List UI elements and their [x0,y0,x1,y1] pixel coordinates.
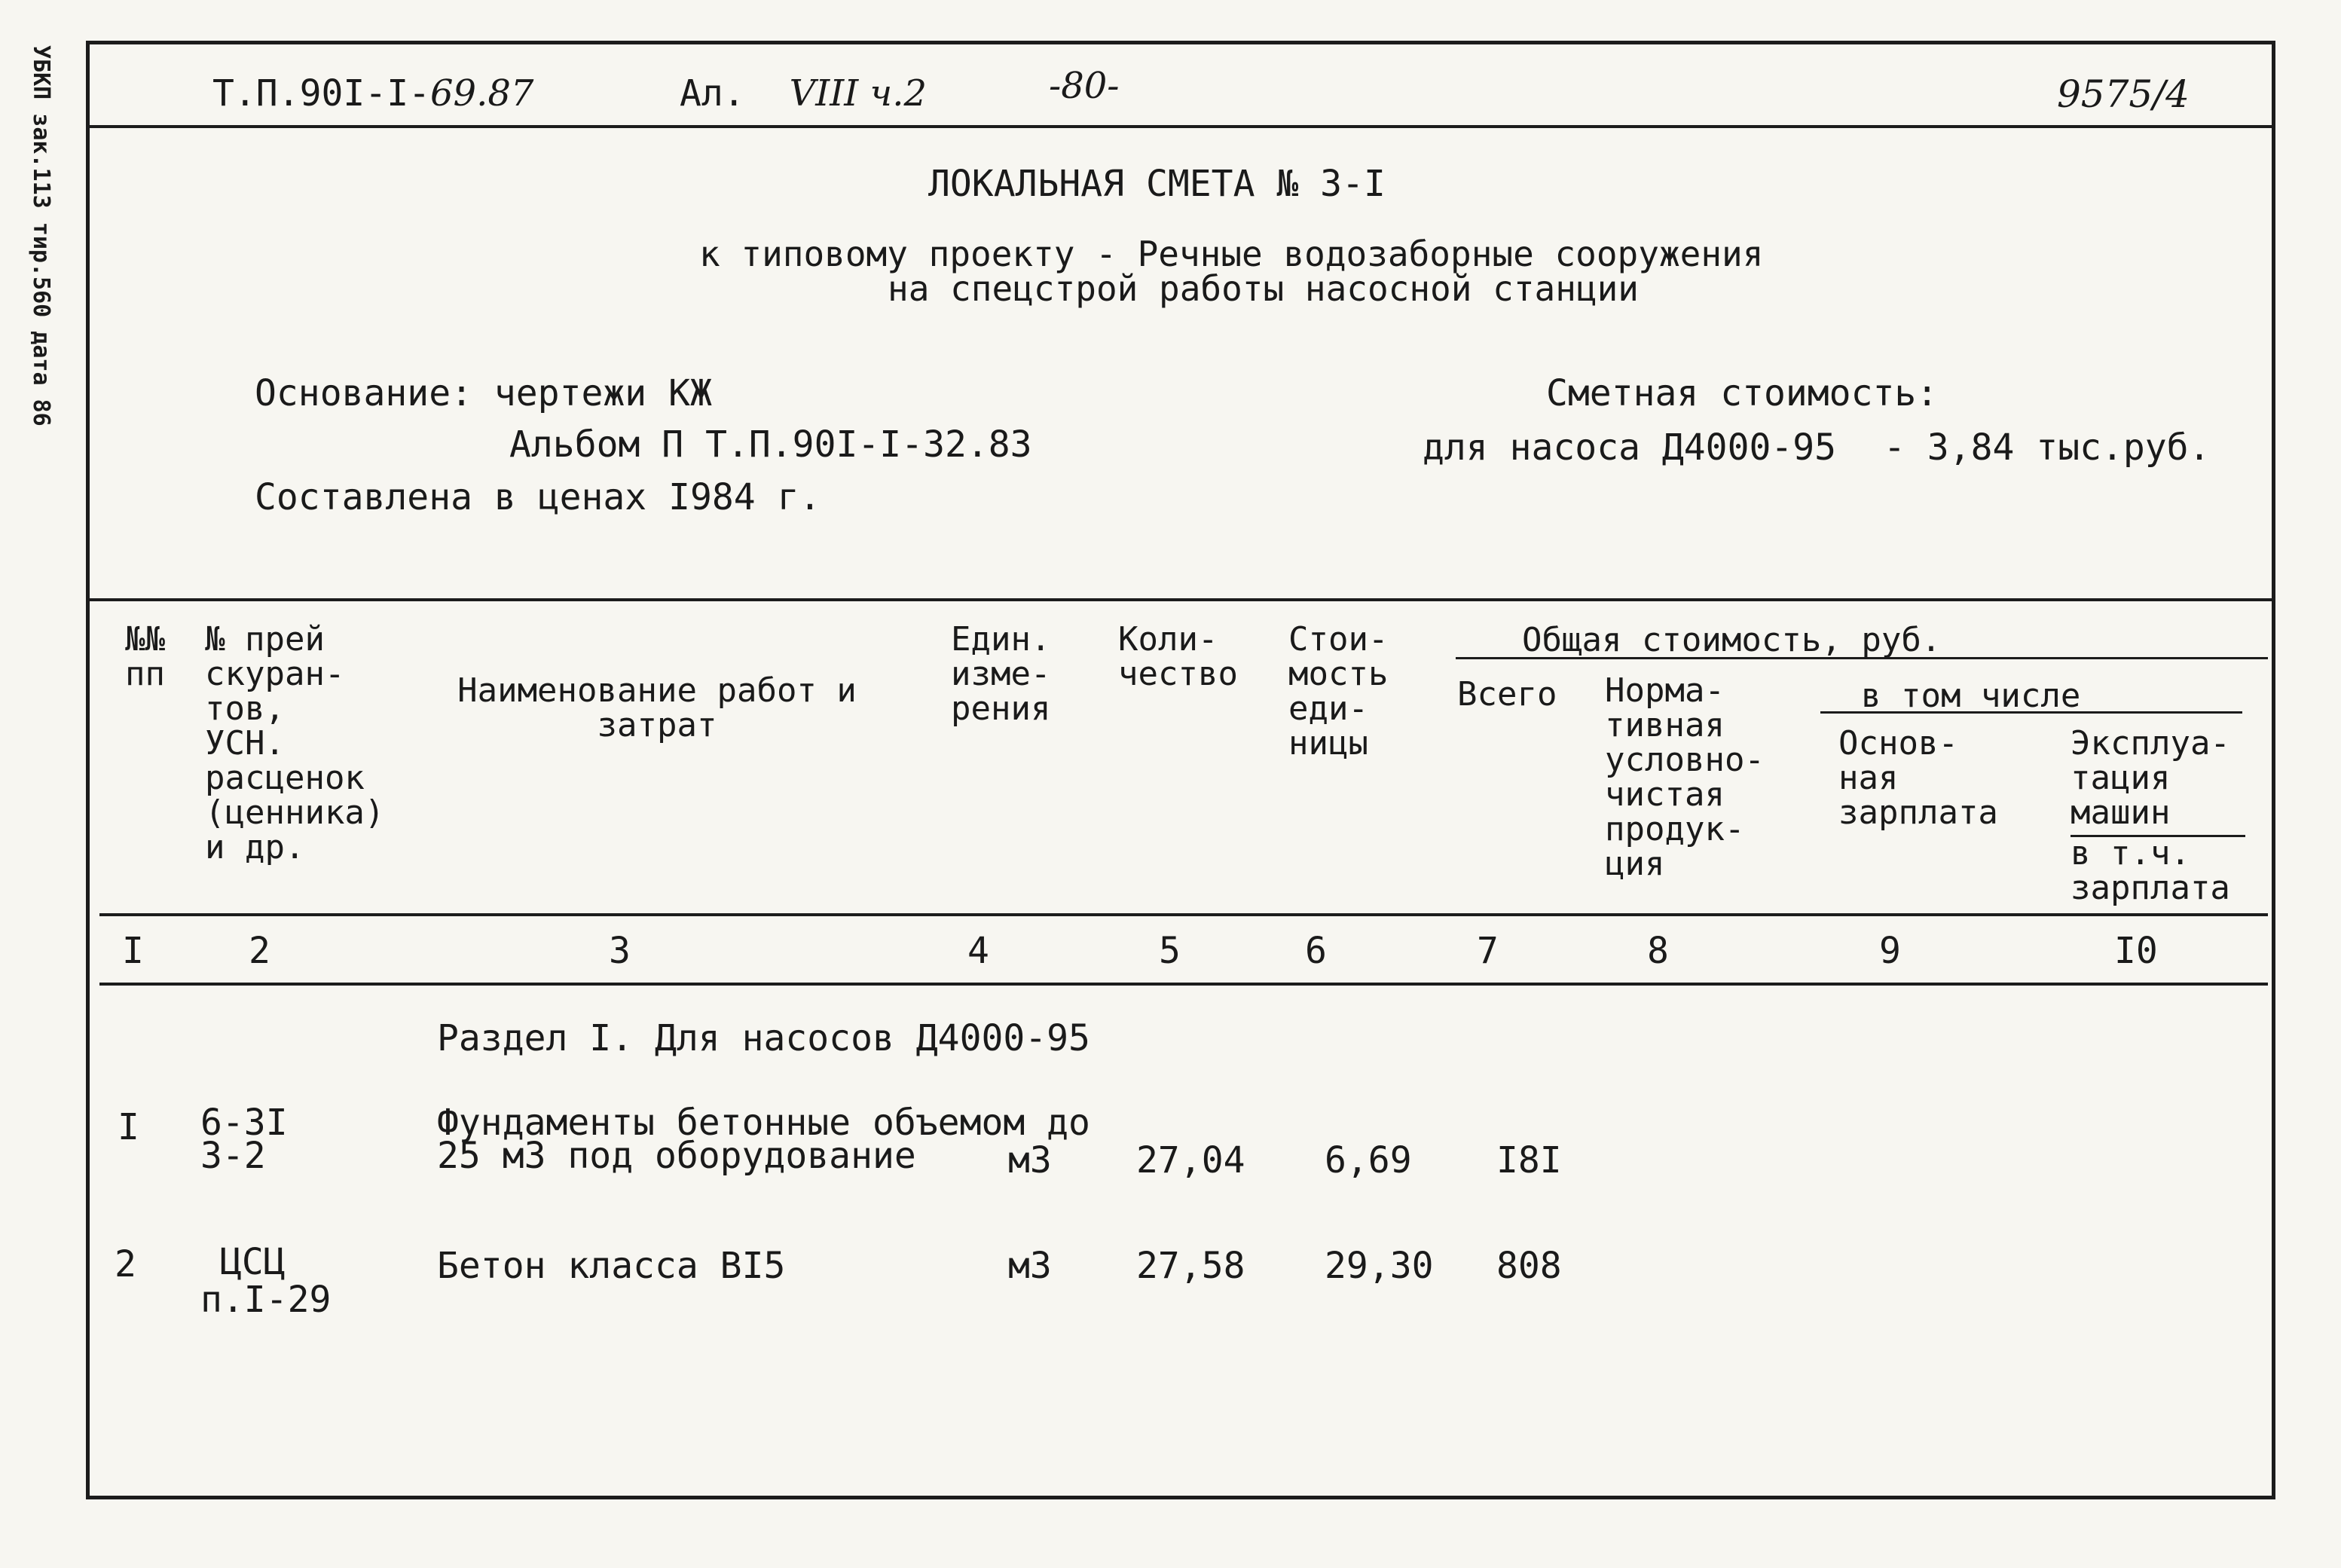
column-number-10: I0 [2114,930,2158,972]
row-2-num: 2 [115,1243,136,1285]
estimate-subtitle-2: на спецстрой работы насосной станции [888,268,1639,309]
row-2-total: 808 [1496,1245,1562,1287]
column-number-2: 2 [249,930,270,972]
header-col-7: Всего [1457,675,1557,714]
header-col-1: №№ пп [125,620,165,693]
project-code-handwritten: 69.87 [429,72,534,115]
page-number: -80- [1049,65,1120,107]
estimate-subtitle-1: к типовому проекту - Речные водозаборные сооружения [699,234,1764,274]
cost-for-pump: для насоса Д4000-95 [1423,426,1837,469]
header-col-5: Коли- чество [1118,620,1238,693]
album-handwritten: VIII ч.2 [789,72,928,115]
section-title: Раздел I. Для насосов Д4000-95 [437,1017,1090,1059]
album-reference: Альбом П Т.П.90I-I-32.83 [509,423,1032,466]
header-bottom-line [99,913,2268,916]
row-2-unit-cost: 29,30 [1325,1245,1434,1287]
archive-number: 9575/4 [2057,72,2190,116]
row-2-name: Бетон класса BI5 [437,1245,786,1287]
cost-label: Сметная стоимость: [1546,372,1939,414]
project-code-printed: Т.П.90I-I- [212,72,430,115]
header-col-6: Стои- мость еди- ницы [1288,620,1389,763]
prices-year: Составлена в ценах I984 г. [255,476,821,518]
row-1-name: Фундаменты бетонные объемом до 25 м3 под оборудование [437,1102,1090,1177]
header-col-2: № прей скуран- тов, УСН. расценок (ценника) и др. [205,620,385,867]
header-col-9: Основ- ная зарплата [1838,724,1998,832]
header-group-total: Общая стоимость, руб. [1522,621,1942,659]
row-1-code: 6-3I 3-2 [200,1102,288,1177]
header-col-10: Эксплуа- тация машин [2071,724,2230,832]
header-col-4: Един. изме- рения [951,620,1051,728]
cost-value: - 3,84 тыс.руб. [1884,426,2211,469]
basis-label: Основание: чертежи КЖ [255,372,712,414]
column-numbers-line [99,983,2268,986]
estimate-title: ЛОКАЛЬНАЯ СМЕТА № 3-I [928,163,1386,205]
row-2-unit: м3 [1008,1245,1052,1287]
row-2-qty: 27,58 [1136,1245,1245,1287]
column-number-7: 7 [1477,930,1499,972]
column-number-5: 5 [1159,930,1181,972]
album-label: Ал. [680,72,745,115]
row-1-unit: м3 [1008,1139,1052,1181]
header-group-incl: в том числе [1861,677,2081,715]
side-stamp: УБКП зак.113 тир.560 дата 86 [28,45,54,426]
header-divider [86,125,2275,128]
header-col-10-salary: в т.ч. зарплата [2071,834,2230,907]
row-1-total: I8I [1496,1139,1562,1181]
column-number-3: 3 [609,930,631,972]
row-1-unit-cost: 6,69 [1325,1139,1412,1181]
row-1-num: I [118,1106,139,1148]
header-col-3: Наименование работ и затрат [457,671,857,744]
column-number-1: I [122,930,144,972]
table-top-line [86,598,2275,601]
row-1-qty: 27,04 [1136,1139,1245,1181]
album-number [680,72,927,115]
header-col-8: Норма- тивная условно- чистая продук- ция [1605,671,1765,883]
column-number-4: 4 [967,930,989,972]
project-code [212,72,533,115]
column-number-8: 8 [1647,930,1669,972]
column-number-9: 9 [1879,930,1901,972]
row-2-code: ЦСЦ п.I-29 [200,1241,332,1321]
column-number-6: 6 [1305,930,1327,972]
